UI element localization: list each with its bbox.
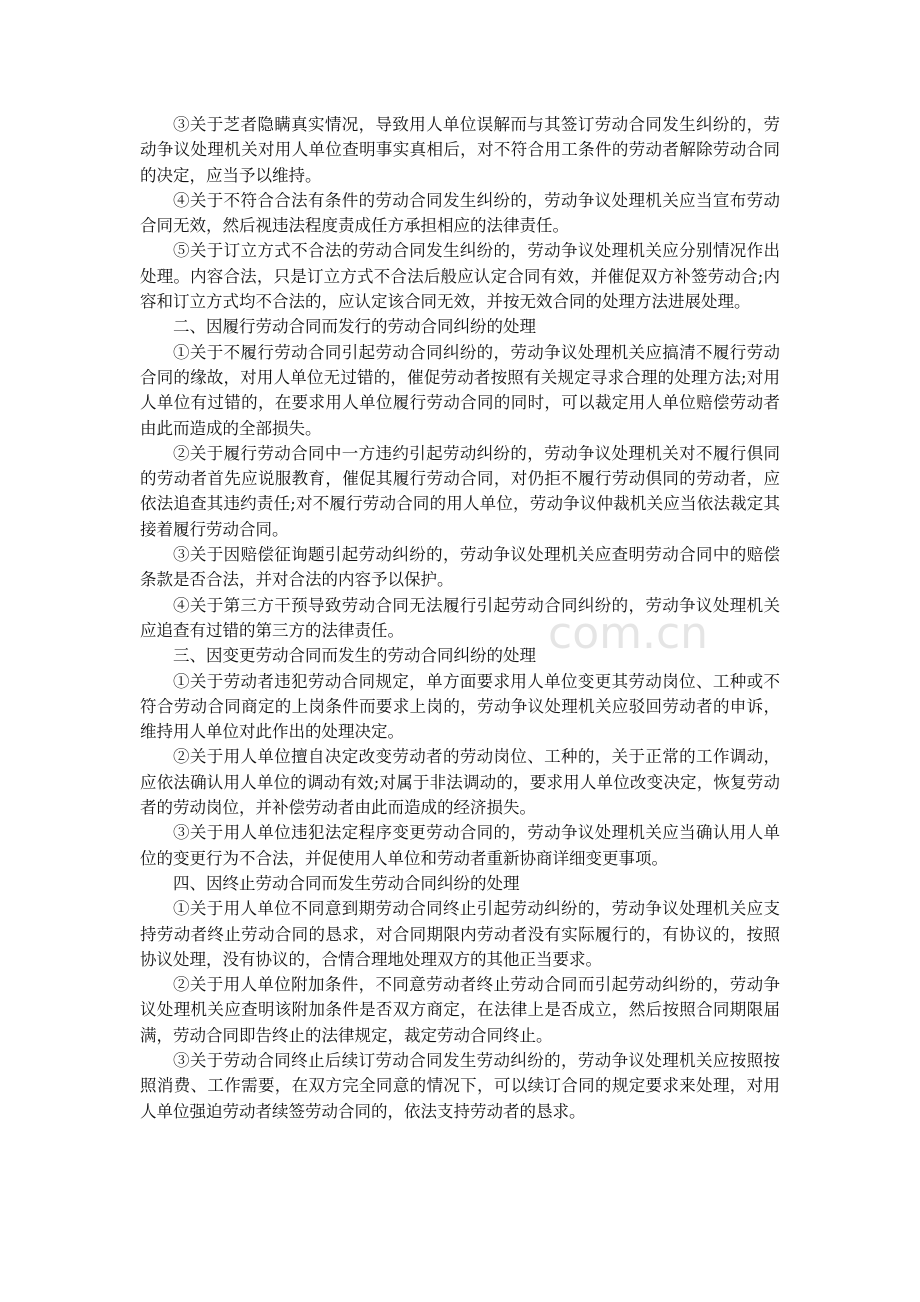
paragraph-10: ③关于用人单位违犯法定程序变更劳动合同的，劳动争议处理机关应当确认用人单位的变更行为不合法，并促使用人单位和劳动者重新协商详细变更事项。 <box>140 823 780 868</box>
paragraph-12: ②关于用人单位附加条件，不同意劳动者终止劳动合同而引起劳动纠纷的，劳动争议处理机关应查明该附加条件是否双方商定，在法律上是否成立，然后按照合同期限届满，劳动合同即告终止的法律规定，裁定劳动合同终止。 <box>140 975 780 1045</box>
paragraph-9: ②关于用人单位擅自决定改变劳动者的劳动岗位、工种的，关于正常的工作调动，应依法确认用人单位的调动有效;对属于非法调动的，要求用人单位改变决定，恢复劳动者的劳动岗位，并补偿劳动者由此而造成的经济损失。 <box>140 747 780 818</box>
paragraph-7: ④关于第三方干预导致劳动合同无法履行引起劳动合同纠纷的，劳动争议处理机关应追查有过错的第三方的法律责任。 <box>140 595 780 640</box>
paragraph-5: ②关于履行劳动合同中一方违约引起劳动纠纷的，劳动争议处理机关对不履行倶同的劳动者首先应说服教育，催促其履行劳动合同，对仍拒不履行劳动倶同的劳动者，应依法追查其违约责任;对不履行劳动合同的用人单位，劳动争议仲裁机关应当依法裁定其接着履行劳动合同。 <box>140 443 780 539</box>
paragraph-6: ③关于因赔偿征询题引起劳动纠纷的，劳动争议处理机关应查明劳动合同中的赔偿条款是否合法，并对合法的内容予以保护。 <box>140 545 780 590</box>
section-heading-4: 四、因终止劳动合同而发生劳动合同纠纷的处理 <box>173 873 520 893</box>
section-heading-2: 二、因履行劳动合同而发行的劳动合同纠纷的处理 <box>173 317 536 337</box>
paragraph-2: ④关于不符合合法有条件的劳动合同发生纠纷的，劳动争议处理机关应当宣布劳动合同无效，然后视违法程度责成任方承担相应的法律责任。 <box>140 190 780 236</box>
document-body <box>140 112 780 1124</box>
paragraph-1: ③关于芝者隐瞒真实情况，导致用人单位误解而与其签订劳动合同发生纠纷的，劳动争议处理机关对用人单位查明事实真相后，对不符合用工条件的劳动者解除劳动合同的决定，应当予以维持。 <box>140 115 780 185</box>
watermark: com.cn <box>548 608 709 659</box>
paragraph-11: ①关于用人单位不同意到期劳动合同终止引起劳动纠纷的，劳动争议处理机关应支持劳动者终止劳动合同的恳求，对合同期限内劳动者没有实际履行的，有协议的，按照协议处理，没有协议的，合情合理地处理双方的其他正当要求。 <box>140 899 780 969</box>
paragraph-4: ①关于不履行劳动合同引起劳动合同纠纷的，劳动争议处理机关应搞清不履行劳动合同的缘故，对用人单位无过错的，催促劳动者按照有关规定寻求合理的处理方法;对用人单位有过错的，在要求用人单位履行劳动合同的同时，可以裁定用人单位赔偿劳动者由此而造成的全部损失。 <box>140 342 780 438</box>
paragraph-8: ①关于劳动者违犯劳动合同规定，单方面要求用人单位变更其劳动岗位、工种或不符合劳动合同商定的上岗条件而要求上岗的，劳动争议处理机关应驳回劳动者的申诉，维持用人单位对此作出的处理决定。 <box>140 671 780 742</box>
paragraph-3: ⑤关于订立方式不合法的劳动合同发生纠纷的，劳动争议处理机关应分别情况作出处理。内容合法，只是订立方式不合法后般应认定合同有效，并催促双方补签劳动合;内容和订立方式均不合法的，应认定该合同无效，并按无效合同的处理方法进展处理。 <box>140 241 780 312</box>
section-heading-3: 三、因变更劳动合同而发生的劳动合同纠纷的处理 <box>173 646 536 666</box>
paragraph-13: ③关于劳动合同终止后续订劳动合同发生劳动纠纷的，劳动争议处理机关应按照按照消费、工作需要，在双方完全同意的情况下，可以续订合同的规定要求来处理，对用人单位强迫劳动者续签劳动合同的，依法支持劳动者的恳求。 <box>140 1050 780 1121</box>
